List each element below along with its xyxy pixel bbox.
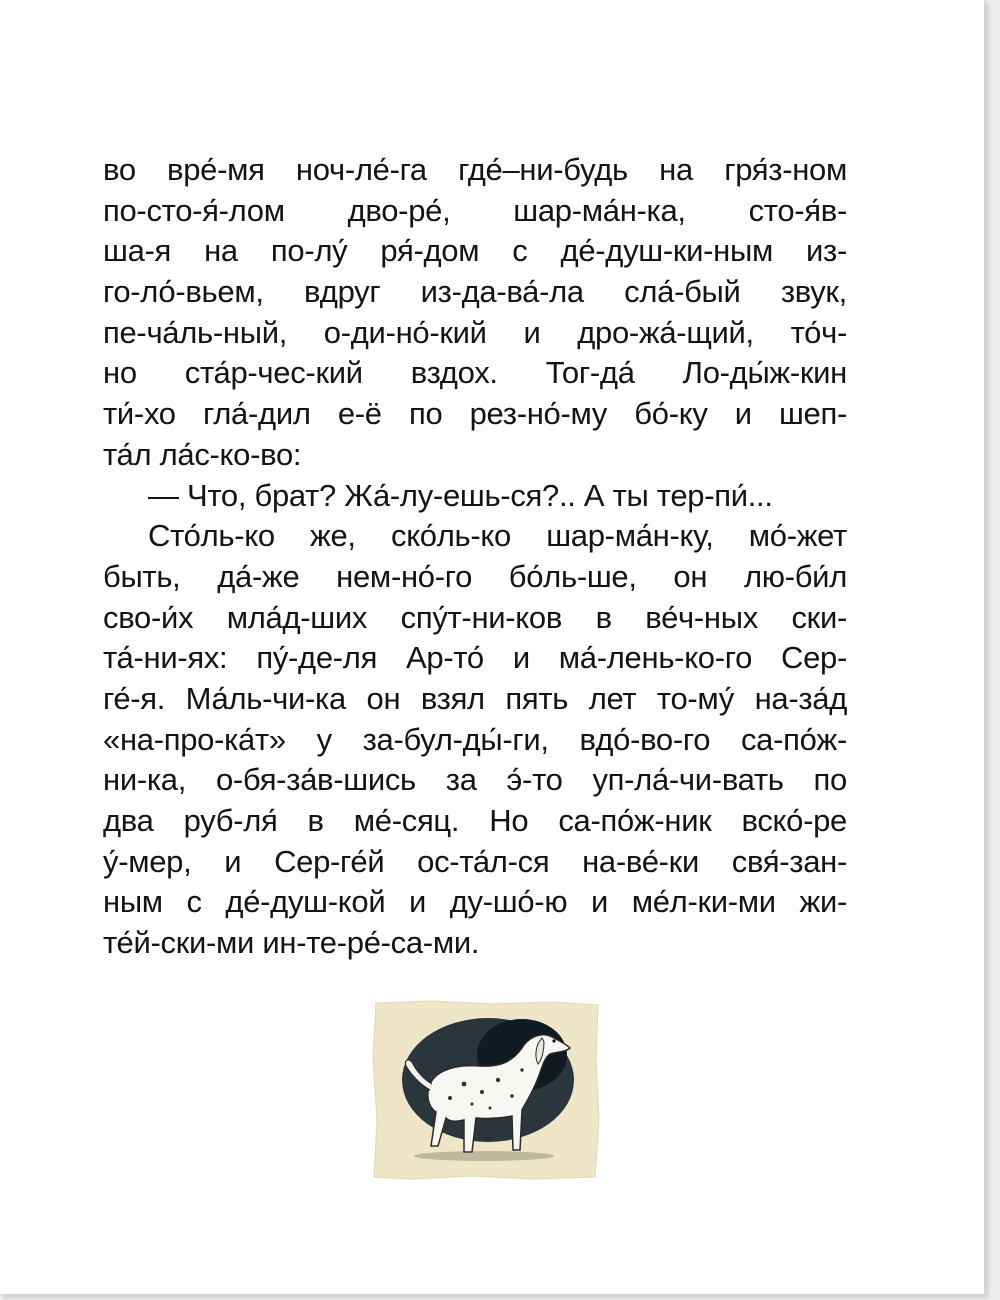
- text-line: го-ло́-вьем, вдруг из-да-ва́-ла сла́-бый звук,: [103, 274, 847, 310]
- poodle-icon: [372, 1000, 600, 1180]
- text-line: быть, да́-же нем-но́-го бо́ль-ше, он лю-би́л: [103, 558, 847, 594]
- text-line: те́й-ски-ми ин-те-ре́-са-ми.: [103, 925, 480, 961]
- text-line: та́л ла́с-ко-во:: [103, 436, 302, 472]
- text-line: сво-и́х мла́д-ших спу́т-ни-ков в ве́ч-ных ски-: [103, 599, 847, 635]
- story-text: [103, 150, 847, 964]
- text-line: но ста́р-чес-кий вздох. Тог-да́ Ло-ды́ж-кин: [103, 355, 847, 391]
- text-line: та́-ни-ях: пу́-де-ля Ар-то́ и ма́-лень-ко-го Сер-: [103, 640, 847, 676]
- text-line: во вре́-мя ноч-ле́-га где́–ни-будь на гря́з-ном: [103, 152, 847, 187]
- text-line: пе-ча́ль-ный, о-ди-но́-кий и дро-жа́-щий, то́ч-: [103, 314, 847, 350]
- text-line: «на-про-ка́т» у за-бул-ды́-ги, вдо́-во-го са-по́ж-: [103, 721, 847, 757]
- text-line: ни-ка, о-бя-за́в-шись за э́-то уп-ла́-чи-вать по: [103, 762, 847, 798]
- poodle-illustration: [372, 1000, 600, 1180]
- text-line: у́-мер, и Сер-ге́й ос-та́л-ся на-ве́-ки свя́-зан-: [103, 843, 847, 879]
- text-line: два руб-ля́ в ме́-сяц. Но са-по́ж-ник вско́-ре: [103, 803, 847, 838]
- text-line: ге́-я. Ма́ль-чи-ка он взял пять лет то-му́ на-за́д: [103, 680, 847, 716]
- text-line: ша-я на по-лу́ ря́-дом с де́-душ-ки-ным из-: [103, 233, 847, 269]
- paragraph-first-line: Сто́ль-ко же, ско́ль-ко шар-ма́н-ку, мо́-жет: [148, 518, 847, 554]
- dialogue-line: — Что, брат? Жа́-лу-ешь-ся?.. А ты тер-пи́...: [148, 477, 773, 513]
- text-line: по-сто-я́-лом дво-ре́, шар-ма́н-ка, сто-я́в-: [103, 192, 847, 228]
- text-line: ным с де́-душ-кой и ду-шо́-ю и ме́л-ки-ми жи-: [103, 884, 847, 920]
- text-line: ти́-хо гла́-дил е-ё по рез-но́-му бо́-ку и шеп-: [103, 396, 847, 432]
